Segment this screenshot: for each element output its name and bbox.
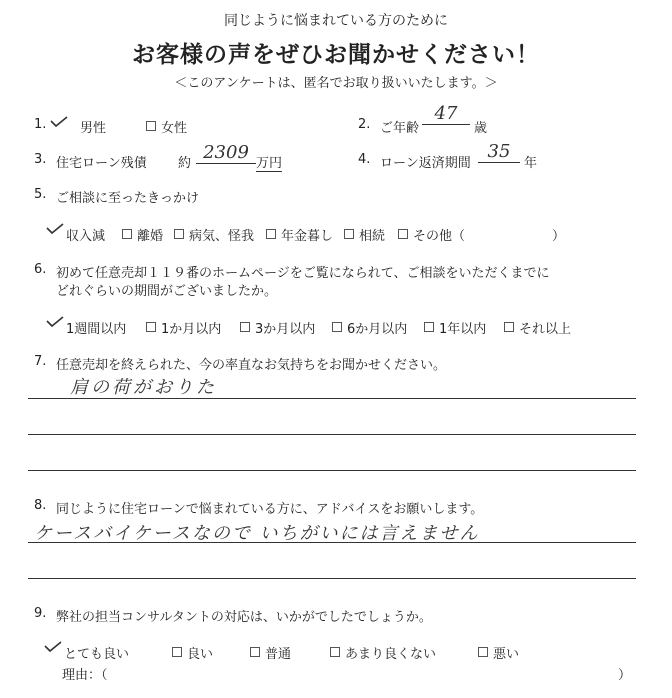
q3-number: 3. — [34, 152, 47, 167]
q6-option-1year[interactable] — [424, 318, 486, 337]
q2-age-value: 47 — [422, 103, 470, 125]
q9-option-very-good[interactable]: とても良い — [64, 647, 130, 662]
q6-option-label: 3か月以内 — [255, 322, 316, 337]
q6-option-1month[interactable] — [146, 318, 221, 337]
q4-label: ローン返済期間 — [380, 156, 471, 171]
q9-reason-close: ） — [618, 668, 632, 683]
answer-line — [28, 398, 636, 399]
q9-text: 弊社の担当コンサルタントの対応は、いかがでしたでしょうか。 — [56, 610, 432, 625]
q2-number: 2. — [358, 117, 371, 132]
answer-line — [28, 470, 636, 471]
q5-number: 5. — [34, 187, 47, 202]
q1-option-female[interactable] — [146, 117, 187, 136]
q7-answer: 肩の荷がおりた — [70, 377, 217, 398]
checkbox-icon — [172, 647, 182, 657]
q3-prefix: 約 — [178, 156, 192, 171]
answer-line — [28, 434, 636, 435]
q4-unit: 年 — [524, 156, 538, 171]
q6-option-label: 6か月以内 — [347, 322, 408, 337]
q9-option-label: 悪い — [493, 647, 520, 662]
q9-option-label: 良い — [187, 647, 214, 662]
q2-label: ご年齢 — [380, 121, 420, 136]
q4-number: 4. — [358, 152, 371, 167]
q1-option-female-label: 女性 — [161, 121, 188, 136]
answer-line — [28, 578, 636, 579]
q1-number: 1. — [34, 117, 47, 132]
checkbox-icon — [504, 322, 514, 332]
q5-option-label: 年金暮し — [281, 229, 334, 244]
q9-option-normal[interactable] — [250, 643, 291, 662]
q6-option-label: 1か月以内 — [161, 322, 222, 337]
q5-option-label: 相続 — [359, 229, 386, 244]
q6-number: 6. — [34, 262, 47, 277]
checkbox-icon — [240, 322, 250, 332]
q5-option-illness[interactable] — [174, 225, 254, 244]
checkbox-icon — [174, 229, 184, 239]
checkbox-icon — [266, 229, 276, 239]
q5-option-label: 病気、怪我 — [189, 229, 255, 244]
checkbox-icon — [146, 322, 156, 332]
checkbox-icon — [122, 229, 132, 239]
q7-number: 7. — [34, 354, 47, 369]
checkmark-icon — [44, 640, 62, 654]
checkbox-icon — [424, 322, 434, 332]
q9-option-not-good[interactable] — [330, 643, 436, 662]
q9-option-good[interactable] — [172, 643, 213, 662]
q5-option-divorce[interactable] — [122, 225, 163, 244]
q6-option-1week[interactable]: 1週間以内 — [66, 322, 127, 337]
checkbox-icon — [332, 322, 342, 332]
q6-option-3months[interactable] — [240, 318, 315, 337]
q9-option-label: あまり良くない — [345, 647, 437, 662]
q5-option-income[interactable]: 収入減 — [66, 229, 106, 244]
q8-answer: ケースバイケースなので いちがいには言えません — [34, 523, 480, 544]
q4-period-value: 35 — [478, 141, 520, 163]
q9-number: 9. — [34, 606, 47, 621]
q8-number: 8. — [34, 498, 47, 513]
checkbox-icon — [146, 121, 156, 131]
q9-option-bad[interactable] — [478, 643, 519, 662]
q6-text-line1: 初めて任意売却１１９番のホームページをご覧になられて、ご相談をいただくまでに — [56, 266, 550, 281]
checkbox-icon — [398, 229, 408, 239]
header-note: ＜このアンケートは、匿名でお取り扱いいたします。＞ — [174, 76, 498, 91]
checkmark-icon — [50, 115, 68, 129]
checkmark-icon — [46, 315, 64, 329]
q8-text: 同じように住宅ローンで悩まれている方に、アドバイスをお願いします。 — [56, 502, 484, 517]
header-subtitle: 同じように悩まれている方のために — [224, 13, 448, 29]
q7-text: 任意売却を終えられた、今の率直なお気持ちをお聞かせください。 — [56, 358, 447, 373]
q6-option-label: それ以上 — [519, 322, 572, 337]
q6-option-more[interactable] — [504, 318, 571, 337]
q5-option-label: その他（ — [413, 229, 466, 244]
checkbox-icon — [330, 647, 340, 657]
q5-option-label: 離婚 — [137, 229, 164, 244]
q6-option-6months[interactable] — [332, 318, 407, 337]
q2-unit: 歳 — [474, 121, 488, 136]
q5-option-inheritance[interactable] — [344, 225, 385, 244]
checkbox-icon — [250, 647, 260, 657]
q6-option-label: 1年以内 — [439, 322, 487, 337]
q5-other-close: ） — [552, 229, 566, 244]
q5-text: ご相談に至ったきっかけ — [56, 191, 200, 206]
header-title: お客様の声をぜひお聞かせください！ — [132, 42, 540, 68]
answer-line — [28, 542, 636, 543]
q3-label: 住宅ローン残債 — [56, 156, 147, 171]
q3-unit: 万円 — [256, 152, 282, 172]
q1-option-male[interactable]: 男性 — [80, 121, 107, 136]
q3-balance-value: 2309 — [196, 142, 256, 164]
checkbox-icon — [344, 229, 354, 239]
checkbox-icon — [478, 647, 488, 657]
q5-option-other[interactable] — [398, 225, 465, 244]
q6-text-line2: どれぐらいの期間がございましたか。 — [56, 284, 278, 299]
q9-reason-label: 理由：（ — [62, 668, 108, 683]
q9-option-label: 普通 — [265, 647, 292, 662]
checkmark-icon — [46, 222, 64, 236]
q5-option-pension[interactable] — [266, 225, 333, 244]
